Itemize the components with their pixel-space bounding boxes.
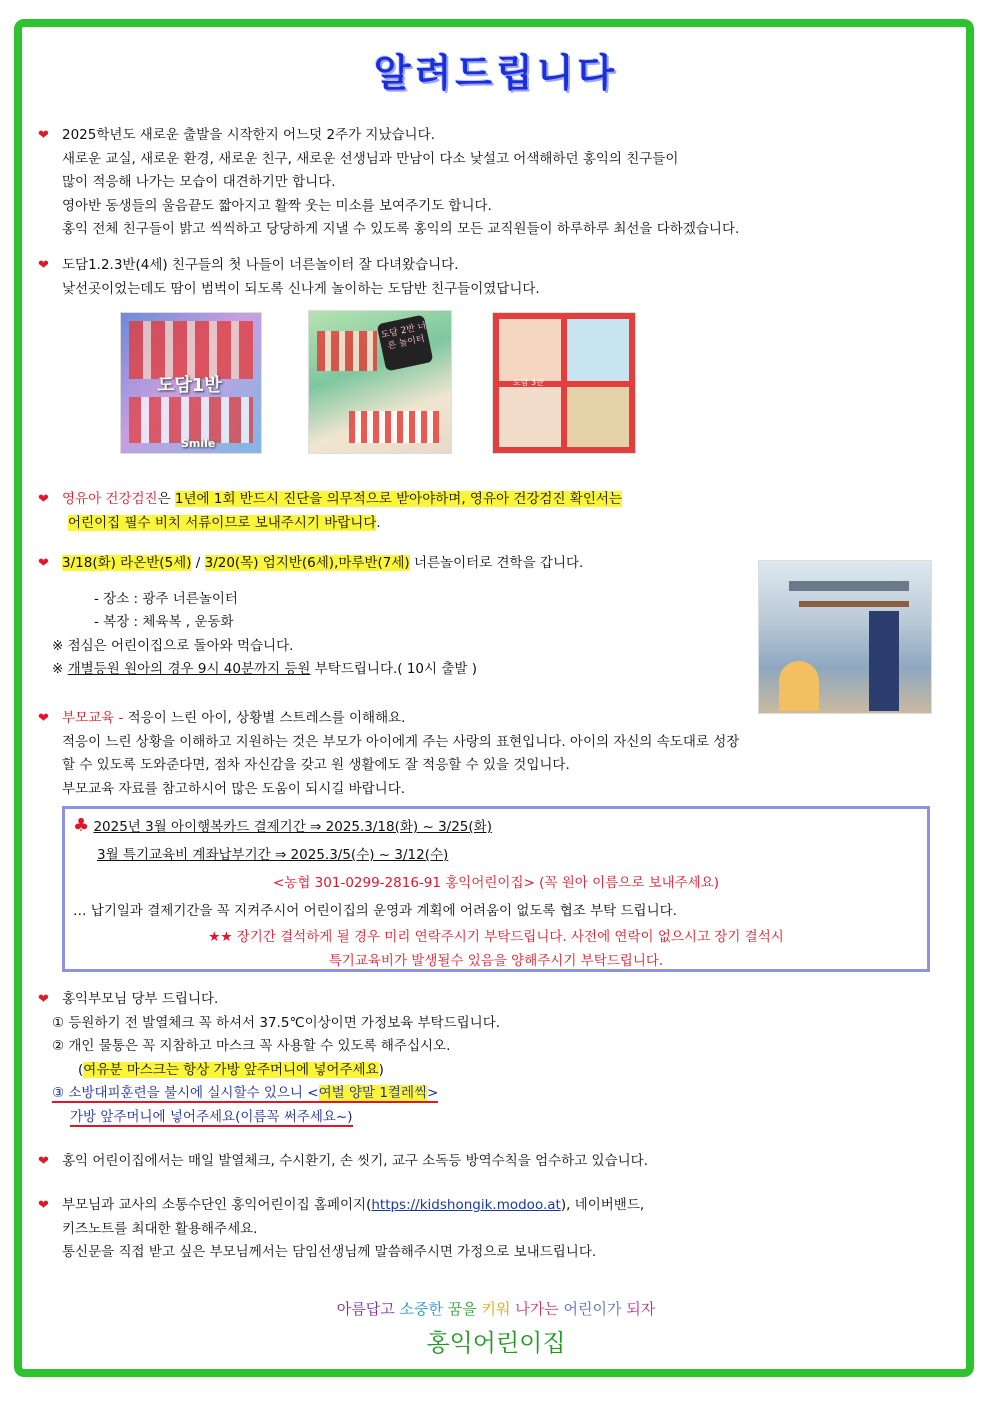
heart-icon: ❤ <box>38 128 49 143</box>
slogan-word: 소중한 <box>399 1300 443 1318</box>
heart-icon: ❤ <box>38 992 49 1007</box>
section-health-check: ❤ 영유아 건강검진은 1년에 1회 반드시 진단을 의무적으로 받아야하며, 영유아 건강검진 확인서는 어린이집 필수 비치 서류이므로 보내주시기 바랍니다. <box>38 488 932 535</box>
section-communication: ❤ 부모님과 교사의 소통수단인 홍익어린이집 홈페이지(https://kidshongik.modoo.at), 네이버밴드, 키즈노트를 최대한 활용해주세요. 통신문을 직접 받고 싶은 부모님께서는 담임선생님께 말씀해주시면 가정으로 보내드립니다. <box>38 1194 932 1265</box>
homepage-link[interactable]: https://kidshongik.modoo.at <box>371 1197 561 1213</box>
photo-class2: 도담 2반 너른 놀이터 <box>308 310 452 454</box>
section-intro: ❤ 2025학년도 새로운 출발을 시작한지 어느덧 2주가 지났습니다. 새로운 교실, 새로운 환경, 새로운 친구, 새로운 선생님과 만남이 다소 낯설고 어색해하던 홍익의 친구들이 많이 적응해 나가는 모습이 대견하기만 합니다. 영아반 동생들의 울음끝도 짧아지고 활짝 웃는 미소를 보여주기도 합니다. 홍익 전체 친구들이 밝고 씩씩하고 당당하게 지낼 수 있도록 홍익의 모든 교직원들이 하루하루 최선을 다하겠습니다. <box>38 124 932 242</box>
heart-icon: ❤ <box>38 492 49 507</box>
slogan-word: 나가는 <box>515 1300 559 1318</box>
section-outing: ❤ 도담1.2.3반(4세) 친구들의 첫 나들이 너른놀이터 잘 다녀왔습니다. 낯선곳이었는데도 땀이 범벅이 되도록 신나게 놀이하는 도담반 친구들이였답니다. <box>38 254 932 301</box>
slogan-word: 되자 <box>626 1300 656 1318</box>
slogan-word: 아름답고 <box>336 1300 395 1318</box>
heart-icon: ❤ <box>38 556 49 571</box>
section-requests: ❤ 홍익부모님 당부 드립니다. ① 등원하기 전 발열체크 꼭 하셔서 37.5℃이상이면 가정보육 부탁드립니다. ② 개인 물통은 꼭 지참하고 마스크 꼭 사용할 수 있도록 해주십시오. (여유분 마스크는 항상 가방 앞주머니에 넣어주세요) ③ 소방대피훈련을 불시에 실시할수 있으니 <여벌 양말 1켤레씩> 가방 앞주머니에 넣어주세요(이름꼭 써주세요~) <box>38 988 932 1129</box>
photo-class3: 도담 3반 <box>492 312 636 454</box>
payment-notice-box: ♣ 2025년 3월 아이행복카드 결제기간 ⇒ 2025.3/18(화) ~ 3/25(화) 3월 특기교육비 계좌납부기간 ⇒ 2025.3/5(수) ~ 3/12(수) <농협 301-0299-2816-91 홍익어린이집> (꼭 원아 이름으로 보내주세요) … 납기일과 결제기간을 꼭 지켜주시어 어린이집의 운영과 계획에 어려움이 없도록 협조 부탁 드립니다. ★★ 장기간 결석하게 될 경우 미리 연락주시기 부탁드립니다. 사전에 연락이 없으시고 장기 결석시 특기교육비가 발생될수 있음을 양해주시기 부탁드립니다. <box>62 806 930 972</box>
page-title: 알려드립니다 <box>373 51 619 95</box>
slogan-word: 키워 <box>481 1300 511 1318</box>
school-name: 홍익어린이집 <box>426 1329 566 1357</box>
section-hygiene: ❤ 홍익 어린이집에서는 매일 발열체크, 수시환기, 손 씻기, 교구 소독등 방역수칙을 엄수하고 있습니다. <box>38 1150 932 1174</box>
heart-icon: ❤ <box>38 711 49 726</box>
club-icon: ♣ <box>73 815 90 836</box>
section-field-trip: ❤ 3/18(화) 라온반(5세) / 3/20(목) 엄지반(6세),마루반(7세) 너른놀이터로 견학을 갑니다. - 장소 : 광주 너른놀이터 - 복장 : 체육복 , 운동화 ※ 점심은 어린이집으로 돌아와 먹습니다. ※ 개별등원 원아의 경우 9시 40분까지 등원 부탁드립니다.( 10시 출발 ) <box>38 552 932 682</box>
slogan <box>0 1298 992 1319</box>
slogan-word: 꿈을 <box>447 1300 477 1318</box>
slogan-word: 어린이가 <box>563 1300 622 1318</box>
heart-icon: ❤ <box>38 258 49 273</box>
heart-icon: ❤ <box>38 1198 49 1213</box>
photo-class1: 도담1반 Smile <box>120 312 262 454</box>
section-parent-education: ❤ 부모교육 - 적응이 느린 아이, 상황별 스트레스를 이해해요. 적응이 느린 상황을 이해하고 지원하는 것은 부모가 아이에게 주는 사랑의 표현입니다. 아이의 자신의 속도대로 성장 할 수 있도록 도와준다면, 점차 자신감을 갖고 원 생활에도 잘 적응할 수 있을 것입니다. 부모교육 자료를 참고하시어 많은 도움이 되시길 바랍니다. <box>38 707 932 801</box>
heart-icon: ❤ <box>38 1154 49 1169</box>
photo-playground <box>758 560 932 714</box>
